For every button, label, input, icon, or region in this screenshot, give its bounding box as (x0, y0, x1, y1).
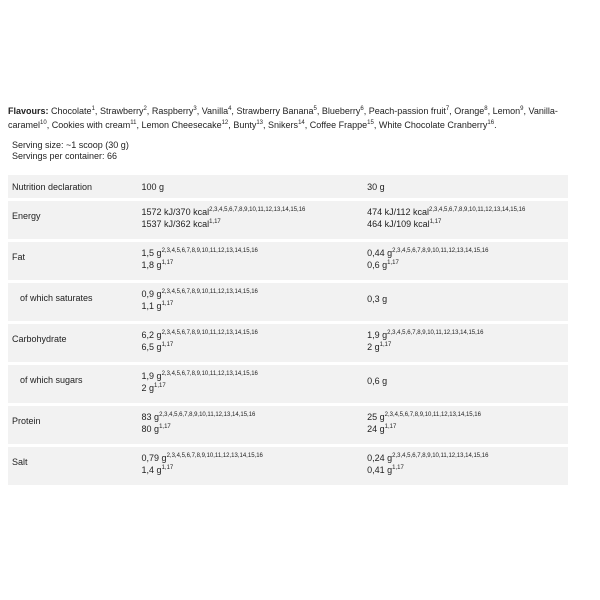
value-per-100g (138, 242, 364, 280)
nutrient-value: 474 kJ/112 kcal (367, 207, 430, 217)
nutrient-value: 0,3 g (367, 294, 388, 304)
flavour-footnote: 5 (313, 106, 317, 112)
flavour-name: Peach-passion fruit (368, 106, 446, 116)
flavour-footnote: 2 (143, 106, 147, 112)
nutrient-value: 1,5 g (141, 248, 162, 258)
flavour-list (8, 106, 558, 130)
nutrient-value: 25 g (367, 412, 385, 422)
nutrient-value: 6,5 g (141, 342, 162, 352)
table-row (8, 324, 568, 362)
value-per-30g (363, 242, 568, 280)
nutrient-value: 6,2 g (141, 330, 162, 340)
flavour-footnote: 3 (193, 106, 197, 112)
nutrient-value: 1,9 g (141, 371, 162, 381)
nutrient-value: 2 g (367, 342, 380, 352)
nutrition-label (8, 104, 568, 488)
flavour-separator: , (196, 106, 200, 116)
flavour-separator: , (363, 106, 367, 116)
table-header-row (8, 175, 568, 198)
value-line (367, 247, 564, 259)
flavour-name: Lemon (492, 106, 521, 116)
flavour-separator: , (228, 120, 231, 130)
flavour-footnote: 15 (367, 120, 374, 126)
value-footnote: 2,3,4,5,6,7,8,9,10,11,12,13,14,15,16 (166, 453, 263, 459)
value-line (142, 259, 360, 271)
header-nutrition-declaration: Nutrition declaration (8, 175, 138, 198)
value-per-100g (138, 406, 364, 444)
value-footnote: 2,3,4,5,6,7,8,9,10,11,12,13,14,15,16 (159, 412, 256, 418)
value-footnote: 2,3,4,5,6,7,8,9,10,11,12,13,14,15,16 (429, 207, 526, 213)
value-line (142, 329, 360, 341)
flavour-item (266, 120, 308, 130)
nutrient-value: 0,6 g (367, 260, 388, 270)
value-footnote: 1,17 (209, 219, 221, 225)
nutrition-table (8, 172, 568, 488)
value-per-30g (363, 365, 568, 403)
flavour-separator: , (46, 120, 50, 130)
flavour-item (231, 120, 266, 130)
nutrient-value: 0,44 g (367, 248, 393, 258)
flavour-item (46, 120, 140, 130)
flavour-separator: , (94, 106, 98, 116)
flavour-item (196, 106, 234, 116)
nutrient-value: 1,1 g (141, 301, 162, 311)
value-line (367, 423, 564, 435)
value-footnote: 2,3,4,5,6,7,8,9,10,11,12,13,14,15,16 (161, 371, 258, 377)
flavour-footnote: 7 (445, 106, 450, 112)
value-footnote: 1,17 (161, 465, 174, 471)
value-per-30g (363, 406, 568, 444)
flavour-separator: , (316, 106, 320, 116)
nutrient-name: Salt (8, 447, 138, 485)
nutrient-value: 80 g (141, 424, 160, 434)
value-per-100g (138, 201, 364, 239)
flavour-item (304, 120, 377, 130)
value-footnote: 1,17 (429, 219, 442, 225)
flavour-separator: , (373, 120, 377, 130)
flavour-footnote: 9 (520, 106, 524, 112)
value-footnote: 2,3,4,5,6,7,8,9,10,11,12,13,14,15,16 (209, 207, 306, 213)
nutrient-value: 0,24 g (367, 453, 393, 463)
nutrient-value: 1,8 g (141, 260, 162, 270)
flavour-name: Strawberry (99, 106, 144, 116)
value-footnote: 1,17 (161, 260, 174, 266)
table-row (8, 406, 568, 444)
flavour-footnote: 6 (360, 106, 364, 112)
value-footnote: 2,3,4,5,6,7,8,9,10,11,12,13,14,15,16 (161, 330, 258, 336)
flavour-separator: , (231, 106, 234, 116)
value-per-100g (138, 324, 364, 362)
value-line (142, 288, 360, 300)
nutrient-value: 1572 kJ/370 kcal (141, 207, 210, 217)
flavours-paragraph (8, 104, 568, 132)
value-line (142, 247, 360, 259)
nutrient-name: Protein (8, 406, 138, 444)
header-30g: 30 g (363, 175, 568, 198)
flavour-item (487, 106, 526, 116)
flavour-name: Vanilla-caramel (8, 106, 558, 130)
nutrient-value: 24 g (367, 424, 385, 434)
value-line (367, 329, 564, 341)
value-line (367, 341, 564, 353)
nutrient-value: 0,9 g (141, 289, 162, 299)
value-line (367, 218, 564, 230)
value-per-100g (138, 447, 364, 485)
value-footnote: 2,3,4,5,6,7,8,9,10,11,12,13,14,15,16 (392, 248, 489, 254)
flavour-name: Chocolate (51, 106, 92, 116)
flavour-footnote: 13 (256, 120, 264, 126)
flavour-name: Coffee Frappe (309, 120, 368, 130)
value-line (142, 218, 360, 230)
value-per-100g (138, 365, 364, 403)
value-footnote: 1,17 (159, 424, 171, 430)
flavour-separator: , (487, 106, 491, 116)
nutrient-name: Fat (8, 242, 138, 280)
value-line (142, 370, 360, 382)
flavour-name: Cookies with cream (51, 120, 131, 130)
flavour-item (94, 106, 150, 116)
value-line (142, 411, 360, 423)
flavour-item (452, 106, 490, 116)
nutrient-value: 83 g (141, 412, 160, 422)
table-row (8, 242, 568, 280)
value-line (142, 206, 360, 218)
nutrient-value: 1,9 g (367, 330, 388, 340)
value-line (142, 464, 360, 476)
flavour-separator: , (449, 106, 452, 116)
value-footnote: 1,17 (161, 301, 174, 307)
value-footnote: 1,17 (154, 383, 166, 389)
flavour-name: Raspberry (151, 106, 194, 116)
flavour-separator: . (494, 120, 497, 130)
flavour-item (316, 106, 367, 116)
value-line (367, 464, 564, 476)
value-line (367, 411, 564, 423)
serving-info (8, 140, 568, 162)
value-footnote: 1,17 (161, 342, 174, 348)
value-footnote: 1,17 (392, 465, 404, 471)
value-footnote: 1,17 (384, 424, 397, 430)
flavour-footnote: 4 (228, 106, 232, 112)
table-row (8, 447, 568, 485)
nutrient-name: of which saturates (8, 283, 138, 321)
nutrient-value: 464 kJ/109 kcal (367, 219, 430, 229)
value-line (367, 375, 564, 387)
value-line (367, 206, 564, 218)
flavour-name: Orange (454, 106, 485, 116)
table-row (8, 365, 568, 403)
flavour-footnote: 8 (484, 106, 488, 112)
nutrient-name: Energy (8, 201, 138, 239)
value-line (367, 259, 564, 271)
flavour-item (234, 106, 319, 116)
value-line (367, 293, 564, 305)
flavour-footnote: 11 (130, 120, 137, 126)
nutrient-value: 2 g (141, 383, 155, 393)
flavour-separator: , (523, 106, 526, 116)
value-line (142, 423, 360, 435)
serving-size: Serving size: ~1 scoop (30 g) (12, 140, 129, 150)
flavour-item (363, 106, 452, 116)
value-line (142, 341, 360, 353)
flavours-label: Flavours: (8, 106, 49, 116)
nutrient-value: 0,41 g (367, 465, 393, 475)
header-100g: 100 g (138, 175, 364, 198)
value-per-30g (363, 283, 568, 321)
nutrient-name: of which sugars (8, 365, 138, 403)
nutrient-value: 1,4 g (141, 465, 162, 475)
flavour-separator: , (146, 106, 150, 116)
value-footnote: 2,3,4,5,6,7,8,9,10,11,12,13,14,15,16 (387, 330, 484, 336)
table-row (8, 201, 568, 239)
nutrient-value: 0,6 g (367, 376, 388, 386)
value-per-30g (363, 324, 568, 362)
nutrient-value: 1537 kJ/362 kcal (141, 219, 210, 229)
value-footnote: 2,3,4,5,6,7,8,9,10,11,12,13,14,15,16 (161, 289, 258, 295)
value-line (367, 452, 564, 464)
value-footnote: 2,3,4,5,6,7,8,9,10,11,12,13,14,15,16 (392, 453, 489, 459)
flavour-separator: , (304, 120, 308, 130)
flavour-item (51, 106, 97, 116)
flavour-footnote: 14 (298, 120, 305, 126)
flavour-item (146, 106, 200, 116)
flavour-name: Vanilla (201, 106, 229, 116)
nutrient-value: 0,79 g (141, 453, 167, 463)
value-per-100g (138, 283, 364, 321)
flavour-item (136, 120, 231, 130)
flavour-footnote: 12 (221, 120, 229, 126)
value-per-30g (363, 201, 568, 239)
flavour-name: Strawberry Banana (236, 106, 314, 116)
value-line (142, 382, 360, 394)
flavour-name: White Chocolate Cranberry (378, 120, 488, 130)
nutrient-name: Carbohydrate (8, 324, 138, 362)
flavour-footnote: 16 (487, 120, 495, 126)
value-per-30g (363, 447, 568, 485)
flavour-name: Bunty (233, 120, 257, 130)
value-line (142, 452, 360, 464)
flavour-separator: , (263, 120, 266, 130)
flavour-item (373, 120, 497, 130)
flavour-name: Blueberry (321, 106, 361, 116)
value-footnote: 2,3,4,5,6,7,8,9,10,11,12,13,14,15,16 (161, 248, 258, 254)
flavour-footnote: 10 (40, 120, 47, 126)
flavour-name: Lemon Cheesecake (141, 120, 222, 130)
servings-per-container: Servings per container: 66 (12, 151, 118, 161)
value-line (142, 300, 360, 312)
flavour-separator: , (136, 120, 140, 130)
value-footnote: 1,17 (387, 260, 399, 266)
table-row (8, 283, 568, 321)
flavour-name: Snikers (268, 120, 299, 130)
value-footnote: 1,17 (379, 342, 392, 348)
value-footnote: 2,3,4,5,6,7,8,9,10,11,12,13,14,15,16 (384, 412, 481, 418)
flavour-footnote: 1 (91, 106, 95, 112)
